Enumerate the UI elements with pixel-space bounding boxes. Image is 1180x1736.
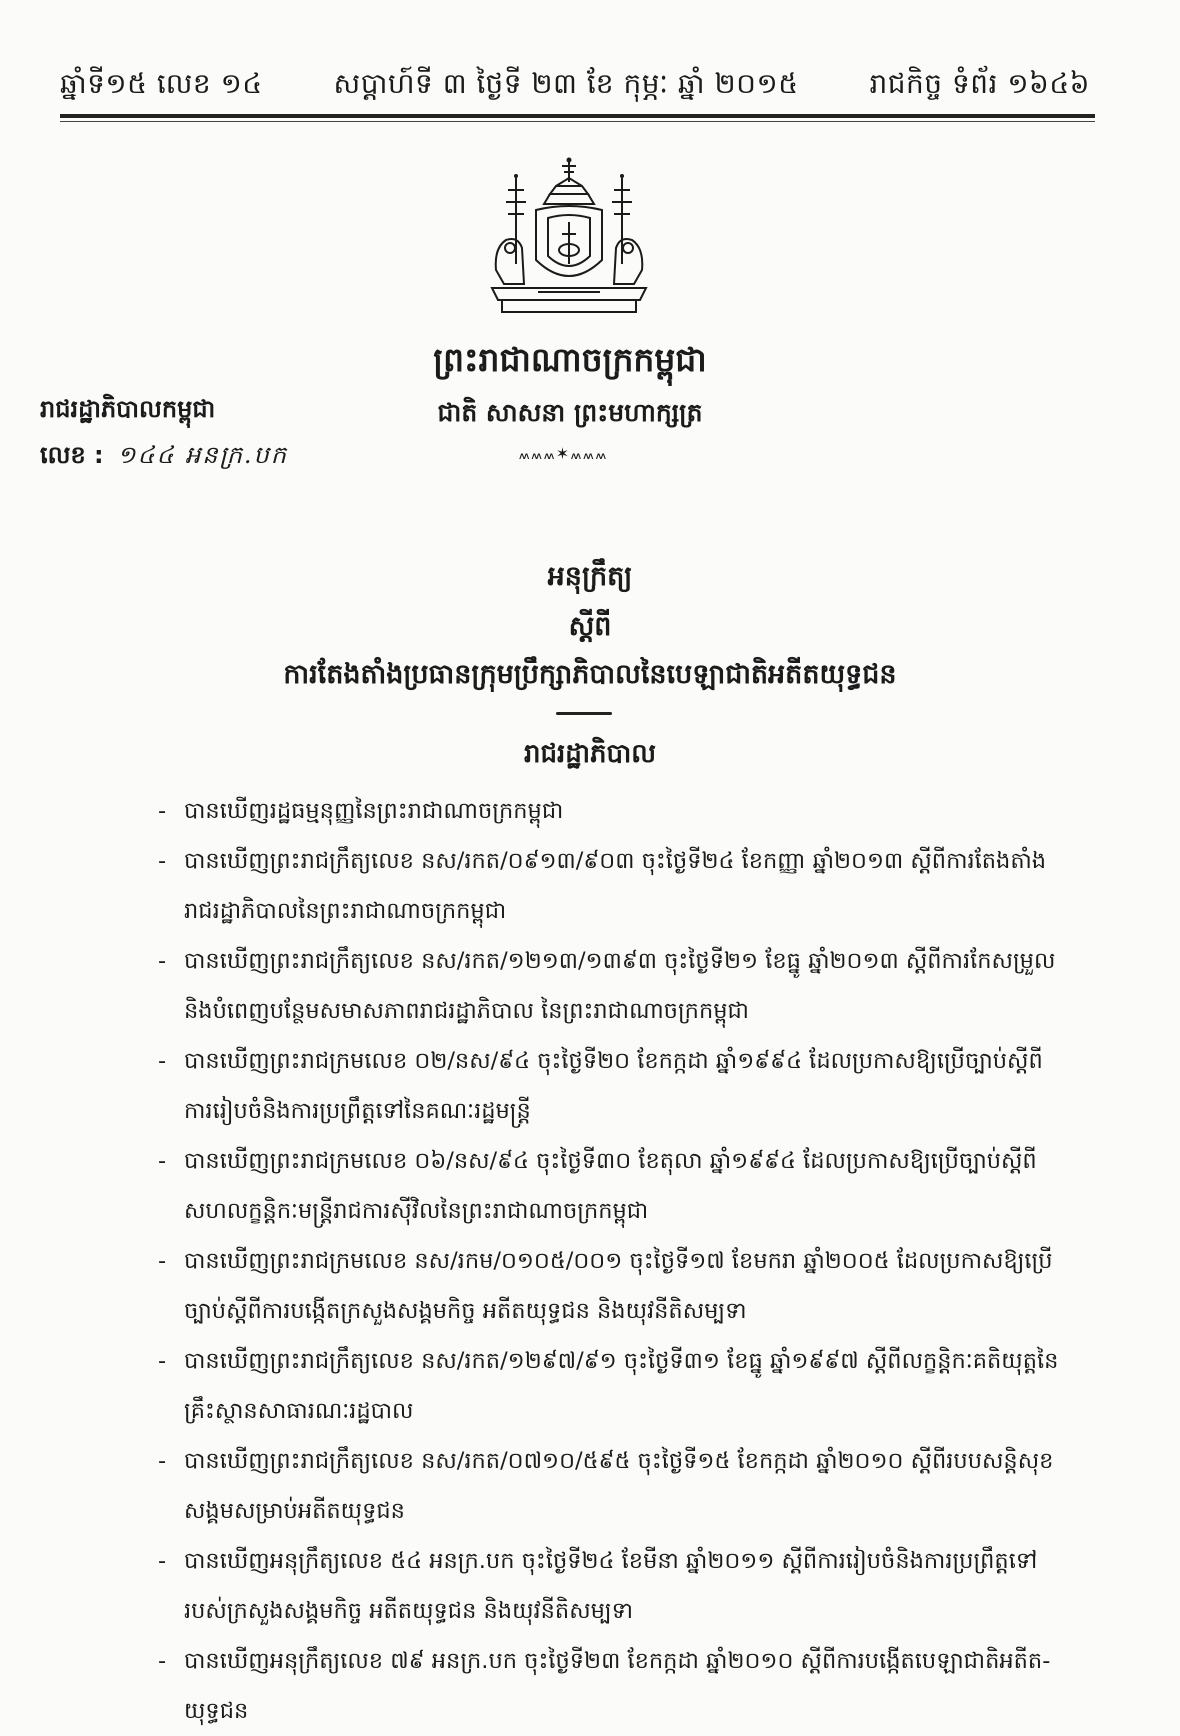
list-item-line: បានឃើញរដ្ឋធម្មនុញ្ញនៃព្រះរាជាណាចក្រកម្ពុជា bbox=[184, 798, 564, 824]
list-item: - បានឃើញព្រះរាជក្រមលេខ ០៦/នស/៩៤ ចុះថ្ងៃទី៣០ ខែតុលា ឆ្នាំ១៩៩៤ ដែលប្រកាសឱ្យប្រើច្បាប់ស្តីពី សហលក្ខន្តិកៈមន្ត្រីរាជការស៊ីវិលនៃព្រះរាជាណាចក្រកម្ពុជា bbox=[158, 1136, 1058, 1236]
list-item: - បានឃើញព្រះរាជក្រឹត្យលេខ នស/រកត/០៩១៣/៩០៣ ចុះថ្ងៃទី២៤ ខែកញ្ញា ឆ្នាំ២០១៣ ស្តីពីការតែងតាំង រាជរដ្ឋាភិបាលនៃព្រះរាជាណាចក្រកម្ពុជា bbox=[158, 836, 1058, 936]
list-item-line-continued: រាជរដ្ឋាភិបាលនៃព្រះរាជាណាចក្រកម្ពុជា bbox=[184, 898, 507, 924]
gazette-week-date: សប្តាហ៍ទី ៣ ថ្ងៃទី ២៣ ខែ កុម្ភៈ ឆ្នាំ ២០១៥ bbox=[333, 67, 799, 100]
document-about-label: ស្តីពី bbox=[568, 611, 612, 642]
list-item-line-continued: សហលក្ខន្តិកៈមន្ត្រីរាជការស៊ីវិលនៃព្រះរាជាណាចក្រកម្ពុជា bbox=[184, 1198, 649, 1224]
list-item-line: បានឃើញអនុក្រឹត្យលេខ ៧៩ អនក្រ.បក ចុះថ្ងៃទី២៣ ខែកក្កដា ឆ្នាំ២០១០ ស្តីពីការបង្កើតបេឡាជាតិអតីត- bbox=[184, 1648, 1051, 1674]
list-item: - បានឃើញរដ្ឋធម្មនុញ្ញនៃព្រះរាជាណាចក្រកម្ពុជា bbox=[158, 786, 1058, 836]
list-item-line: បានឃើញព្រះរាជក្រឹត្យលេខ នស/រកត/១២៩៧/៩១ ចុះថ្ងៃទី៣១ ខែធ្នូ ឆ្នាំ១៩៩៧ ស្តីពីលក្ខន្តិកៈគតិយុត្តនៃ bbox=[184, 1348, 1058, 1374]
title-divider bbox=[556, 712, 612, 715]
document-subject: ការតែងតាំងប្រធានក្រុមប្រឹក្សាភិបាលនៃបេឡាជាតិអតីតយុទ្ធជន bbox=[283, 659, 897, 690]
gazette-page-number: រាជកិច្ច ទំព័រ ១៦៤៦ bbox=[869, 67, 1090, 100]
list-item-line-continued: សង្គមសម្រាប់អតីតយុទ្ធជន bbox=[184, 1498, 405, 1524]
document-type-title: អនុក្រឹត្យ bbox=[547, 561, 633, 592]
list-item-line-continued: របស់ក្រសួងសង្គមកិច្ច អតីតយុទ្ធជន និងយុវនីតិសម្បទា bbox=[184, 1598, 634, 1624]
gazette-year-issue: ឆ្នាំទី១៥ លេខ ១៤ bbox=[60, 67, 263, 100]
decorative-ornament: ៳៳៳✶៳៳៳ bbox=[518, 444, 608, 463]
list-item-line: បានឃើញព្រះរាជក្រឹត្យលេខ នស/រកត/០៧១០/៥៩៥ ចុះថ្ងៃទី១៥ ខែកក្កដា ឆ្នាំ២០១០ ស្តីពីរបបសន្តិសុខ bbox=[184, 1448, 1054, 1474]
list-item: - បានឃើញព្រះរាជក្រឹត្យលេខ នស/រកត/១២៩៧/៩១ ចុះថ្ងៃទី៣១ ខែធ្នូ ឆ្នាំ១៩៩៧ ស្តីពីលក្ខន្តិកៈគតិយុត្តនៃ គ្រឹះស្ថានសាធារណៈរដ្ឋបាល bbox=[158, 1336, 1058, 1436]
list-item: - បានឃើញអនុក្រឹត្យលេខ ៥៤ អនក្រ.បក ចុះថ្ងៃទី២៤ ខែមីនា ឆ្នាំ២០១១ ស្តីពីការរៀបចំនិងការប្រព្រឹត្តទៅ របស់ក្រសួងសង្គមកិច្ច អតីតយុទ្ធជន និងយុវនីតិសម្បទា bbox=[158, 1536, 1058, 1636]
list-item: - បានឃើញអនុក្រឹត្យលេខ ៧៩ អនក្រ.បក ចុះថ្ងៃទី២៣ ខែកក្កដា ឆ្នាំ២០១០ ស្តីពីការបង្កើតបេឡាជាតិអតីត- យុទ្ធជន bbox=[158, 1636, 1058, 1736]
list-item-line-continued: និងបំពេញបន្ថែមសមាសភាពរាជរដ្ឋាភិបាល នៃព្រះរាជាណាចក្រកម្ពុជា bbox=[184, 998, 749, 1024]
list-item: - បានឃើញព្រះរាជក្រមលេខ នស/រកម/០១០៥/០០១ ចុះថ្ងៃទី១៧ ខែមករា ឆ្នាំ២០០៥ ដែលប្រកាសឱ្យប្រើ ច្បាប់ស្តីពីការបង្កើតក្រសួងសង្គមកិច្ច អតីតយុទ្ធជន និងយុវនីតិសម្បទា bbox=[158, 1236, 1058, 1336]
header-rule-thick bbox=[60, 114, 1095, 118]
list-item: - បានឃើញព្រះរាជក្រឹត្យលេខ នស/រកត/១២១៣/១៣៩៣ ចុះថ្ងៃទី២១ ខែធ្នូ ឆ្នាំ២០១៣ ស្តីពីការកែសម្រួល និងបំពេញបន្ថែមសមាសភាពរាជរដ្ឋាភិបាល នៃព្រះរាជាណាចក្រកម្ពុជា bbox=[158, 936, 1058, 1036]
document-number-label: លេខ : bbox=[40, 441, 104, 469]
list-item-line: បានឃើញព្រះរាជក្រមលេខ ០២/នស/៩៤ ចុះថ្ងៃទី២០ ខែកក្កដា ឆ្នាំ១៩៩៤ ដែលប្រកាសឱ្យប្រើច្បាប់ស្តីពី bbox=[184, 1048, 1043, 1074]
list-item-line-continued: ច្បាប់ស្តីពីការបង្កើតក្រសួងសង្គមកិច្ច អតីតយុទ្ធជន និងយុវនីតិសម្បទា bbox=[184, 1298, 747, 1324]
issuing-government: រាជរដ្ឋាភិបាលកម្ពុជា bbox=[40, 395, 216, 423]
list-item-line: បានឃើញព្រះរាជក្រឹត្យលេខ នស/រកត/០៩១៣/៩០៣ ចុះថ្ងៃទី២៤ ខែកញ្ញា ឆ្នាំ២០១៣ ស្តីពីការតែងតាំង bbox=[184, 848, 1047, 874]
list-item-line: បានឃើញអនុក្រឹត្យលេខ ៥៤ អនក្រ.បក ចុះថ្ងៃទី២៤ ខែមីនា ឆ្នាំ២០១១ ស្តីពីការរៀបចំនិងការប្រព្រឹត្តទៅ bbox=[184, 1548, 1038, 1574]
list-item-line: បានឃើញព្រះរាជក្រមលេខ នស/រកម/០១០៥/០០១ ចុះថ្ងៃទី១៧ ខែមករា ឆ្នាំ២០០៥ ដែលប្រកាសឱ្យប្រើ bbox=[184, 1248, 1053, 1274]
list-item-line: បានឃើញព្រះរាជក្រឹត្យលេខ នស/រកត/១២១៣/១៣៩៣ ចុះថ្ងៃទី២១ ខែធ្នូ ឆ្នាំ២០១៣ ស្តីពីការកែសម្រួល bbox=[184, 948, 1056, 974]
list-item: - បានឃើញព្រះរាជក្រមលេខ ០២/នស/៩៤ ចុះថ្ងៃទី២០ ខែកក្កដា ឆ្នាំ១៩៩៤ ដែលប្រកាសឱ្យប្រើច្បាប់ស្តីពី ការរៀបចំនិងការប្រព្រឹត្តទៅនៃគណៈរដ្ឋមន្ត្រី bbox=[158, 1036, 1058, 1136]
list-item-line-continued: ការរៀបចំនិងការប្រព្រឹត្តទៅនៃគណៈរដ្ឋមន្ត្រី bbox=[184, 1098, 531, 1124]
list-item-line-continued: គ្រឹះស្ថានសាធារណៈរដ្ឋបាល bbox=[184, 1398, 414, 1424]
list-item: - បានឃើញព្រះរាជក្រឹត្យលេខ នស/រកត/០៧១០/៥៩៥ ចុះថ្ងៃទី១៥ ខែកក្កដា ឆ្នាំ២០១០ ស្តីពីរបបសន្តិសុខ សង្គមសម្រាប់អតីតយុទ្ធជន bbox=[158, 1436, 1058, 1536]
kingdom-title: ព្រះរាជាណាចក្រកម្ពុជា bbox=[433, 340, 707, 379]
header-rule-thin bbox=[60, 121, 1095, 122]
section-heading: រាជរដ្ឋាភិបាល bbox=[523, 739, 657, 769]
list-item-line: បានឃើញព្រះរាជក្រមលេខ ០៦/នស/៩៤ ចុះថ្ងៃទី៣០ ខែតុលា ឆ្នាំ១៩៩៤ ដែលប្រកាសឱ្យប្រើច្បាប់ស្តីពី bbox=[184, 1148, 1037, 1174]
document-number-value: ១៤៤ អនក្រ.បក bbox=[117, 441, 289, 469]
legal-references-list bbox=[158, 786, 1058, 1736]
royal-coat-of-arms-emblem bbox=[478, 152, 660, 330]
national-motto: ជាតិ សាសនា ព្រះមហាក្សត្រ bbox=[437, 398, 703, 427]
document-number bbox=[40, 440, 288, 475]
gazette-header bbox=[60, 66, 1090, 107]
list-item-line-continued: យុទ្ធជន bbox=[184, 1698, 249, 1724]
